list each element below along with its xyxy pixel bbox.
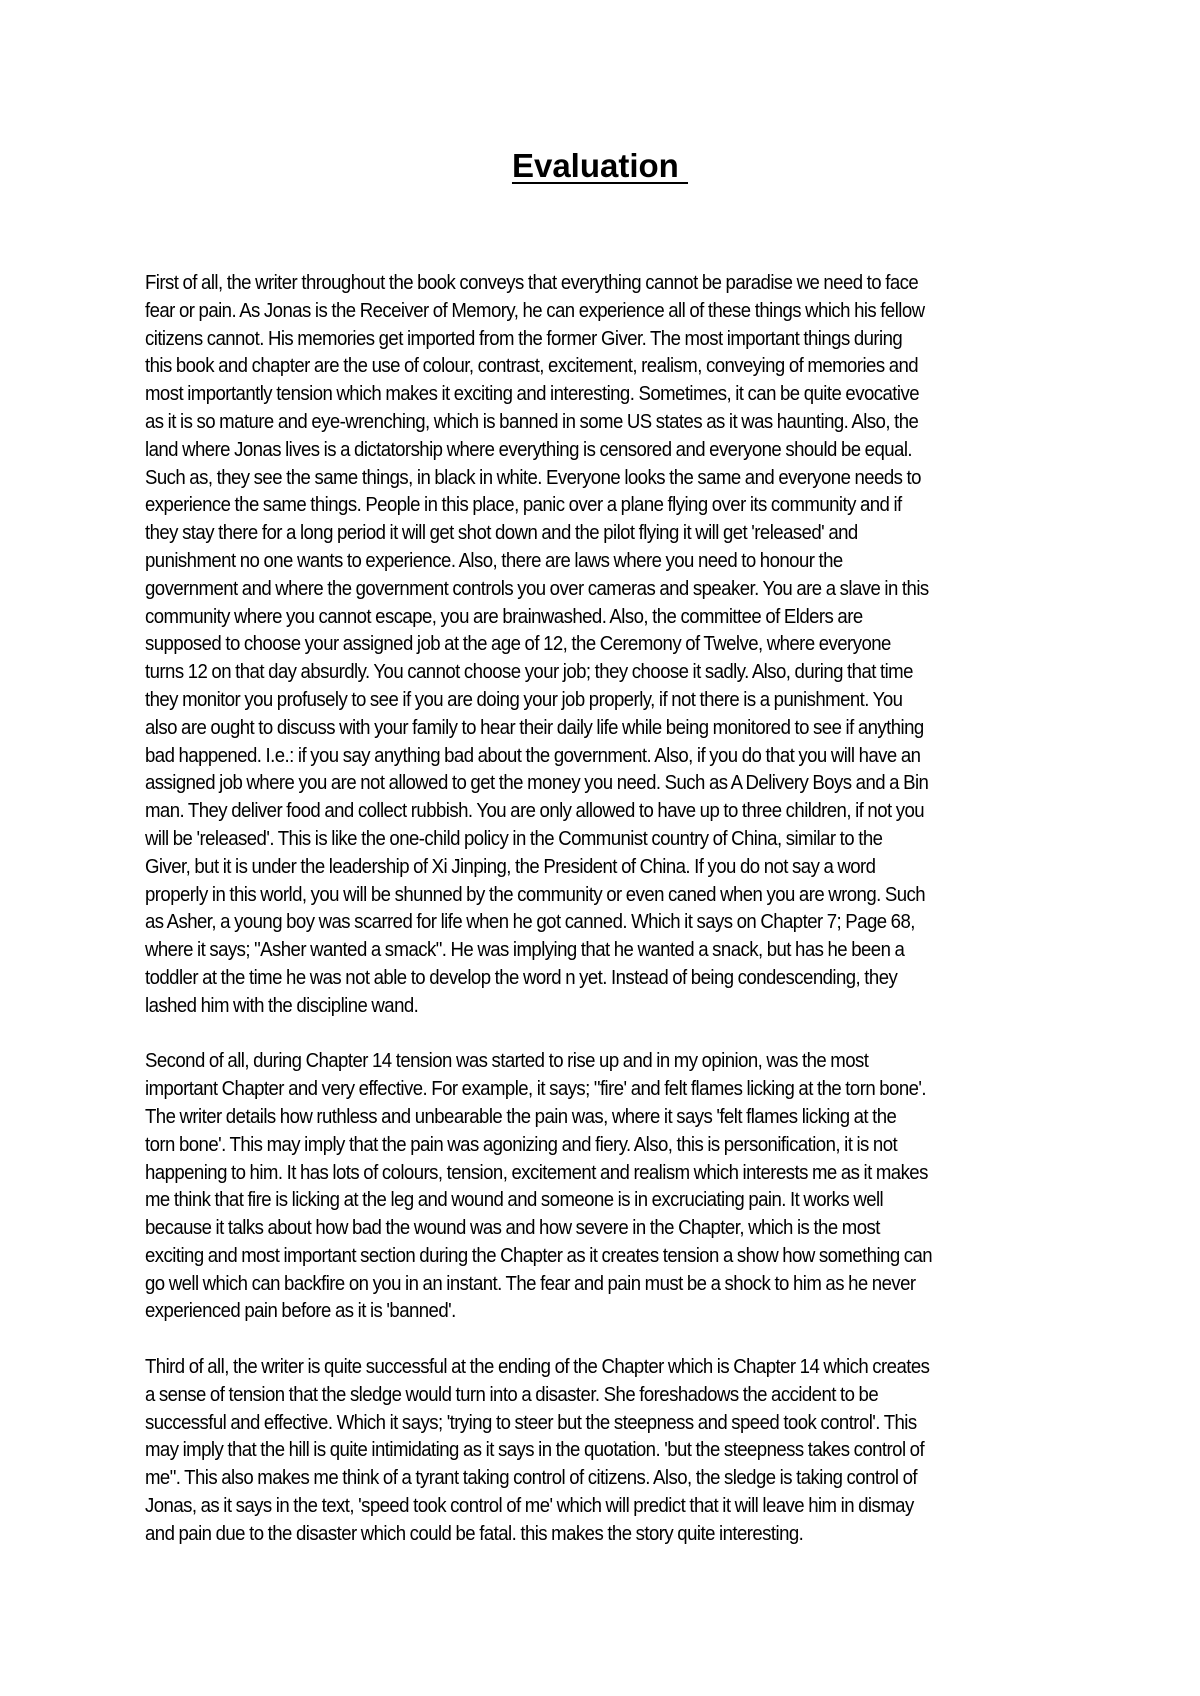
text-line: Jonas, as it says in the text, 'speed took control of me' which will predict that it will leave him in dismay (145, 1495, 914, 1518)
text-line: citizens cannot. His memories get imported from the former Giver. The most important things during (145, 327, 903, 350)
text-line: torn bone'. This may imply that the pain was agonizing and fiery. Also, this is personification, it is not (145, 1133, 898, 1156)
text-line: supposed to choose your assigned job at the age of 12, the Ceremony of Twelve, where everyone (145, 633, 891, 656)
text-line: land where Jonas lives is a dictatorship where everything is censored and everyone should be equal. (145, 438, 913, 461)
text-line: punishment no one wants to experience. Also, there are laws where you need to honour the (145, 549, 843, 572)
text-line: exciting and most important section during the Chapter as it creates tension a show how something can (145, 1244, 933, 1267)
document-body (145, 270, 1012, 1576)
page-title (0, 144, 1200, 188)
text-line: Second of all, during Chapter 14 tension was started to rise up and in my opinion, was the most (145, 1050, 869, 1073)
text-line: me". This also makes me think of a tyrant taking control of citizens. Also, the sledge is taking control of (145, 1467, 918, 1490)
text-line: Giver, but it is under the leadership of Xi Jinping, the President of China. If you do not say a word (145, 855, 876, 878)
text-line: properly in this world, you will be shunned by the community or even caned when you are wrong. Such (145, 883, 926, 906)
text-line: assigned job where you are not allowed to get the money you need. Such as A Delivery Boys and a Bin (145, 772, 929, 795)
paragraph (145, 270, 1012, 1021)
text-line: also are ought to discuss with your family to hear their daily life while being monitored to see if anything (145, 716, 924, 739)
text-line: experience the same things. People in this place, panic over a plane flying over its community and if (145, 494, 902, 517)
text-line: successful and effective. Which it says; 'trying to steer but the steepness and speed took control'. This (145, 1411, 917, 1434)
text-line: experienced pain before as it is 'banned'. (145, 1300, 456, 1323)
text-line: important Chapter and very effective. For example, it says; "fire' and felt flames licking at the torn bone'. (145, 1078, 927, 1101)
text-line: Third of all, the writer is quite successful at the ending of the Chapter which is Chapter 14 which creates (145, 1356, 930, 1379)
title-text: Evaluation (511, 147, 689, 184)
text-line: The writer details how ruthless and unbearable the pain was, where it says 'felt flames licking at the (145, 1105, 897, 1128)
text-line: this book and chapter are the use of colour, contrast, excitement, realism, conveying of memories and (145, 355, 919, 378)
text-line: community where you cannot escape, you are brainwashed. Also, the committee of Elders are (145, 605, 863, 628)
text-line: fear or pain. As Jonas is the Receiver of Memory, he can experience all of these things which his fellow (145, 299, 925, 322)
text-line: most importantly tension which makes it exciting and interesting. Sometimes, it can be quite evocative (145, 383, 919, 406)
text-line: a sense of tension that the sledge would turn into a disaster. She foreshadows the accident to be (145, 1383, 879, 1406)
text-line: they stay there for a long period it will get shot down and the pilot flying it will get 'released' and (145, 522, 858, 545)
text-line: happening to him. It has lots of colours, tension, excitement and realism which interests me as it makes (145, 1161, 928, 1184)
text-line: bad happened. I.e.: if you say anything bad about the government. Also, if you do that you will have an (145, 744, 921, 767)
text-line: me think that fire is licking at the leg and wound and someone is in excruciating pain. It works well (145, 1189, 884, 1212)
text-line: may imply that the hill is quite intimidating as it says in the quotation. 'but the steepness takes control of (145, 1439, 925, 1462)
paragraph (145, 1354, 1012, 1549)
text-line: lashed him with the discipline wand. (145, 994, 419, 1017)
paragraph (145, 1048, 1012, 1326)
text-line: and pain due to the disaster which could be fatal. this makes the story quite interesting. (145, 1522, 804, 1545)
text-line: because it talks about how bad the wound was and how severe in the Chapter, which is the most (145, 1217, 880, 1240)
text-line: where it says; "Asher wanted a smack". He was implying that he wanted a snack, but has he been a (145, 939, 905, 962)
text-line: government and where the government controls you over cameras and speaker. You are a slave in this (145, 577, 929, 600)
text-line: they monitor you profusely to see if you are doing your job properly, if not there is a punishment. You (145, 688, 903, 711)
text-line: as it is so mature and eye-wrenching, which is banned in some US states as it was haunting. Also, the (145, 410, 919, 433)
text-line: turns 12 on that day absurdly. You cannot choose your job; they choose it sadly. Also, during that time (145, 661, 913, 684)
text-line: man. They deliver food and collect rubbish. You are only allowed to have up to three children, if not you (145, 800, 925, 823)
text-line: toddler at the time he was not able to develop the word n yet. Instead of being condescending, they (145, 966, 898, 989)
text-line: Such as, they see the same things, in black in white. Everyone looks the same and everyone needs to (145, 466, 921, 489)
text-line: will be 'released'. This is like the one-child policy in the Communist country of China, similar to the (145, 827, 883, 850)
text-line: First of all, the writer throughout the book conveys that everything cannot be paradise we need to face (145, 272, 919, 294)
text-line: as Asher, a young boy was scarred for life when he got canned. Which it says on Chapter 7; Page 68, (145, 911, 915, 934)
text-line: go well which can backfire on you in an instant. The fear and pain must be a shock to him as he never (145, 1272, 916, 1295)
